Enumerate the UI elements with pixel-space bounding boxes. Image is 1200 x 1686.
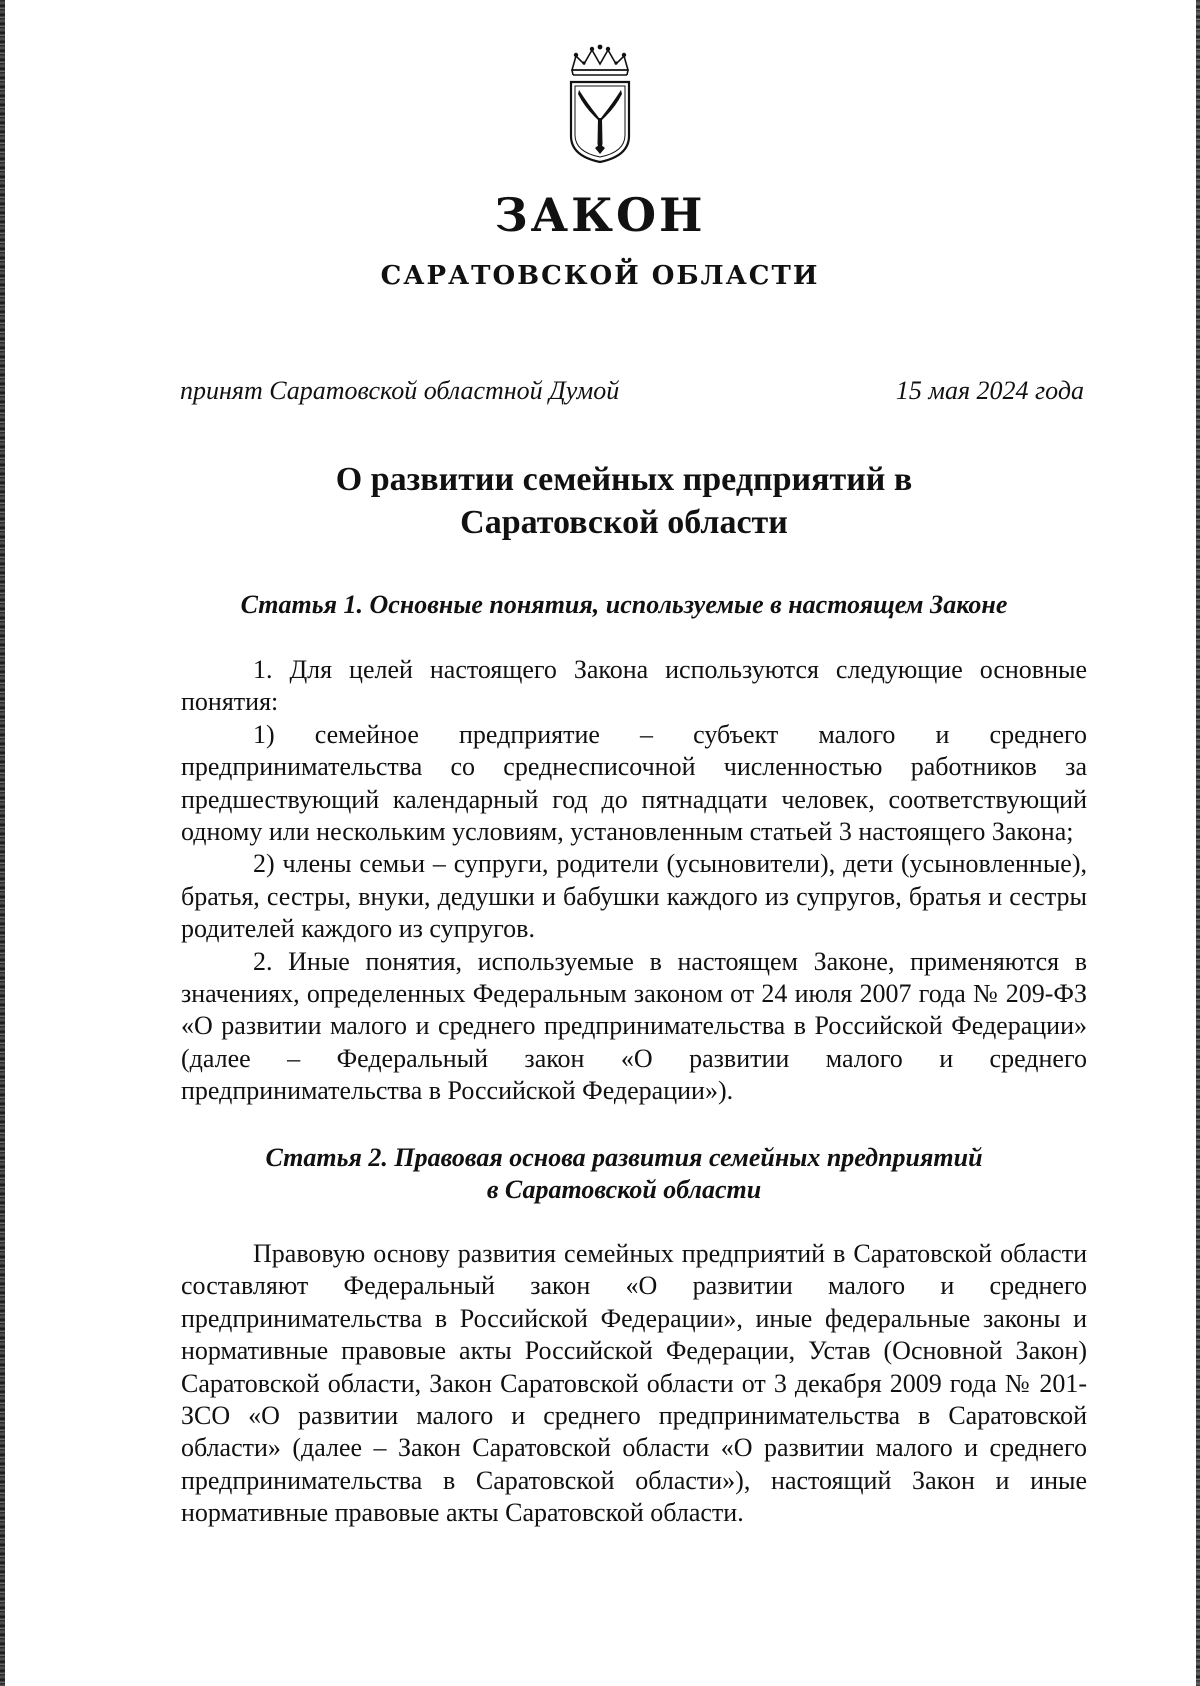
scan-edge-left	[0, 0, 5, 1686]
law-title	[0, 458, 1200, 544]
document-subtitle: САРАТОВСКОЙ ОБЛАСТИ	[380, 261, 820, 291]
article-1-paragraph: 1) семейное предприятие – субъект малого и среднего предпринимательства со среднесписочной численностью работников за предшествующий календарный год до пятнадцати человек, соответствующий одному или нескольким условиям, установленным статьей 3 настоящего Закона;	[181, 719, 1087, 847]
article-1-body	[181, 654, 1087, 1108]
article-2-heading-line-1: Статья 2. Правовая основа развития семейных предприятий	[265, 1143, 983, 1172]
article-2-heading	[0, 1142, 1200, 1206]
adoption-date: 15 мая 2024 года	[895, 376, 1084, 405]
article-2-body	[181, 1238, 1087, 1530]
article-1-paragraph: 2) члены семьи – супруги, родители (усыновители), дети (усыновленные), братья, сестры, внуки, дедушки и бабушки каждого из супругов, братья и сестры родителей каждого из супругов.	[181, 849, 1087, 944]
article-2-heading-line-2: в Саратовской области	[486, 1175, 762, 1204]
article-1-heading: Статья 1. Основные понятия, используемые в настоящем Законе	[240, 590, 1008, 619]
article-1-paragraph: 1. Для целей настоящего Закона используются следующие основные понятия:	[181, 655, 1087, 717]
law-title-line-2: Саратовской области	[460, 504, 788, 541]
scan-edge-right	[1196, 0, 1200, 1686]
document-title: ЗАКОН	[494, 188, 706, 242]
adopted-by-text: принят Саратовской областной Думой	[180, 376, 620, 405]
coat-of-arms-icon	[562, 44, 638, 164]
law-title-line-1: О развитии семейных предприятий в	[335, 461, 913, 498]
article-1-paragraph: 2. Иные понятия, используемые в настоящем Законе, применяются в значениях, определенных Федеральным законом от 24 июля 2007 года № 209-ФЗ «О развитии малого и среднего предпринимательства в Российской Федерации» (далее – Федеральный закон «О развитии малого и среднего предпринимательства в Российской Федерации»).	[181, 946, 1087, 1106]
article-2-paragraph: Правовую основу развития семейных предприятий в Саратовской области составляют Федеральный закон «О развитии малого и среднего предпринимательства в Российской Федерации», иные федеральные законы и нормативные правовые акты Российской Федерации, Устав (Основной Закон) Саратовской области, Закон Саратовской области от 3 декабря 2009 года № 201-ЗСО «О развитии малого и среднего предпринимательства в Саратовской области» (далее – Закон Саратовской области «О развитии малого и среднего предпринимательства в Саратовской области»), настоящий Закон и иные нормативные правовые акты Саратовской области.	[181, 1239, 1087, 1528]
